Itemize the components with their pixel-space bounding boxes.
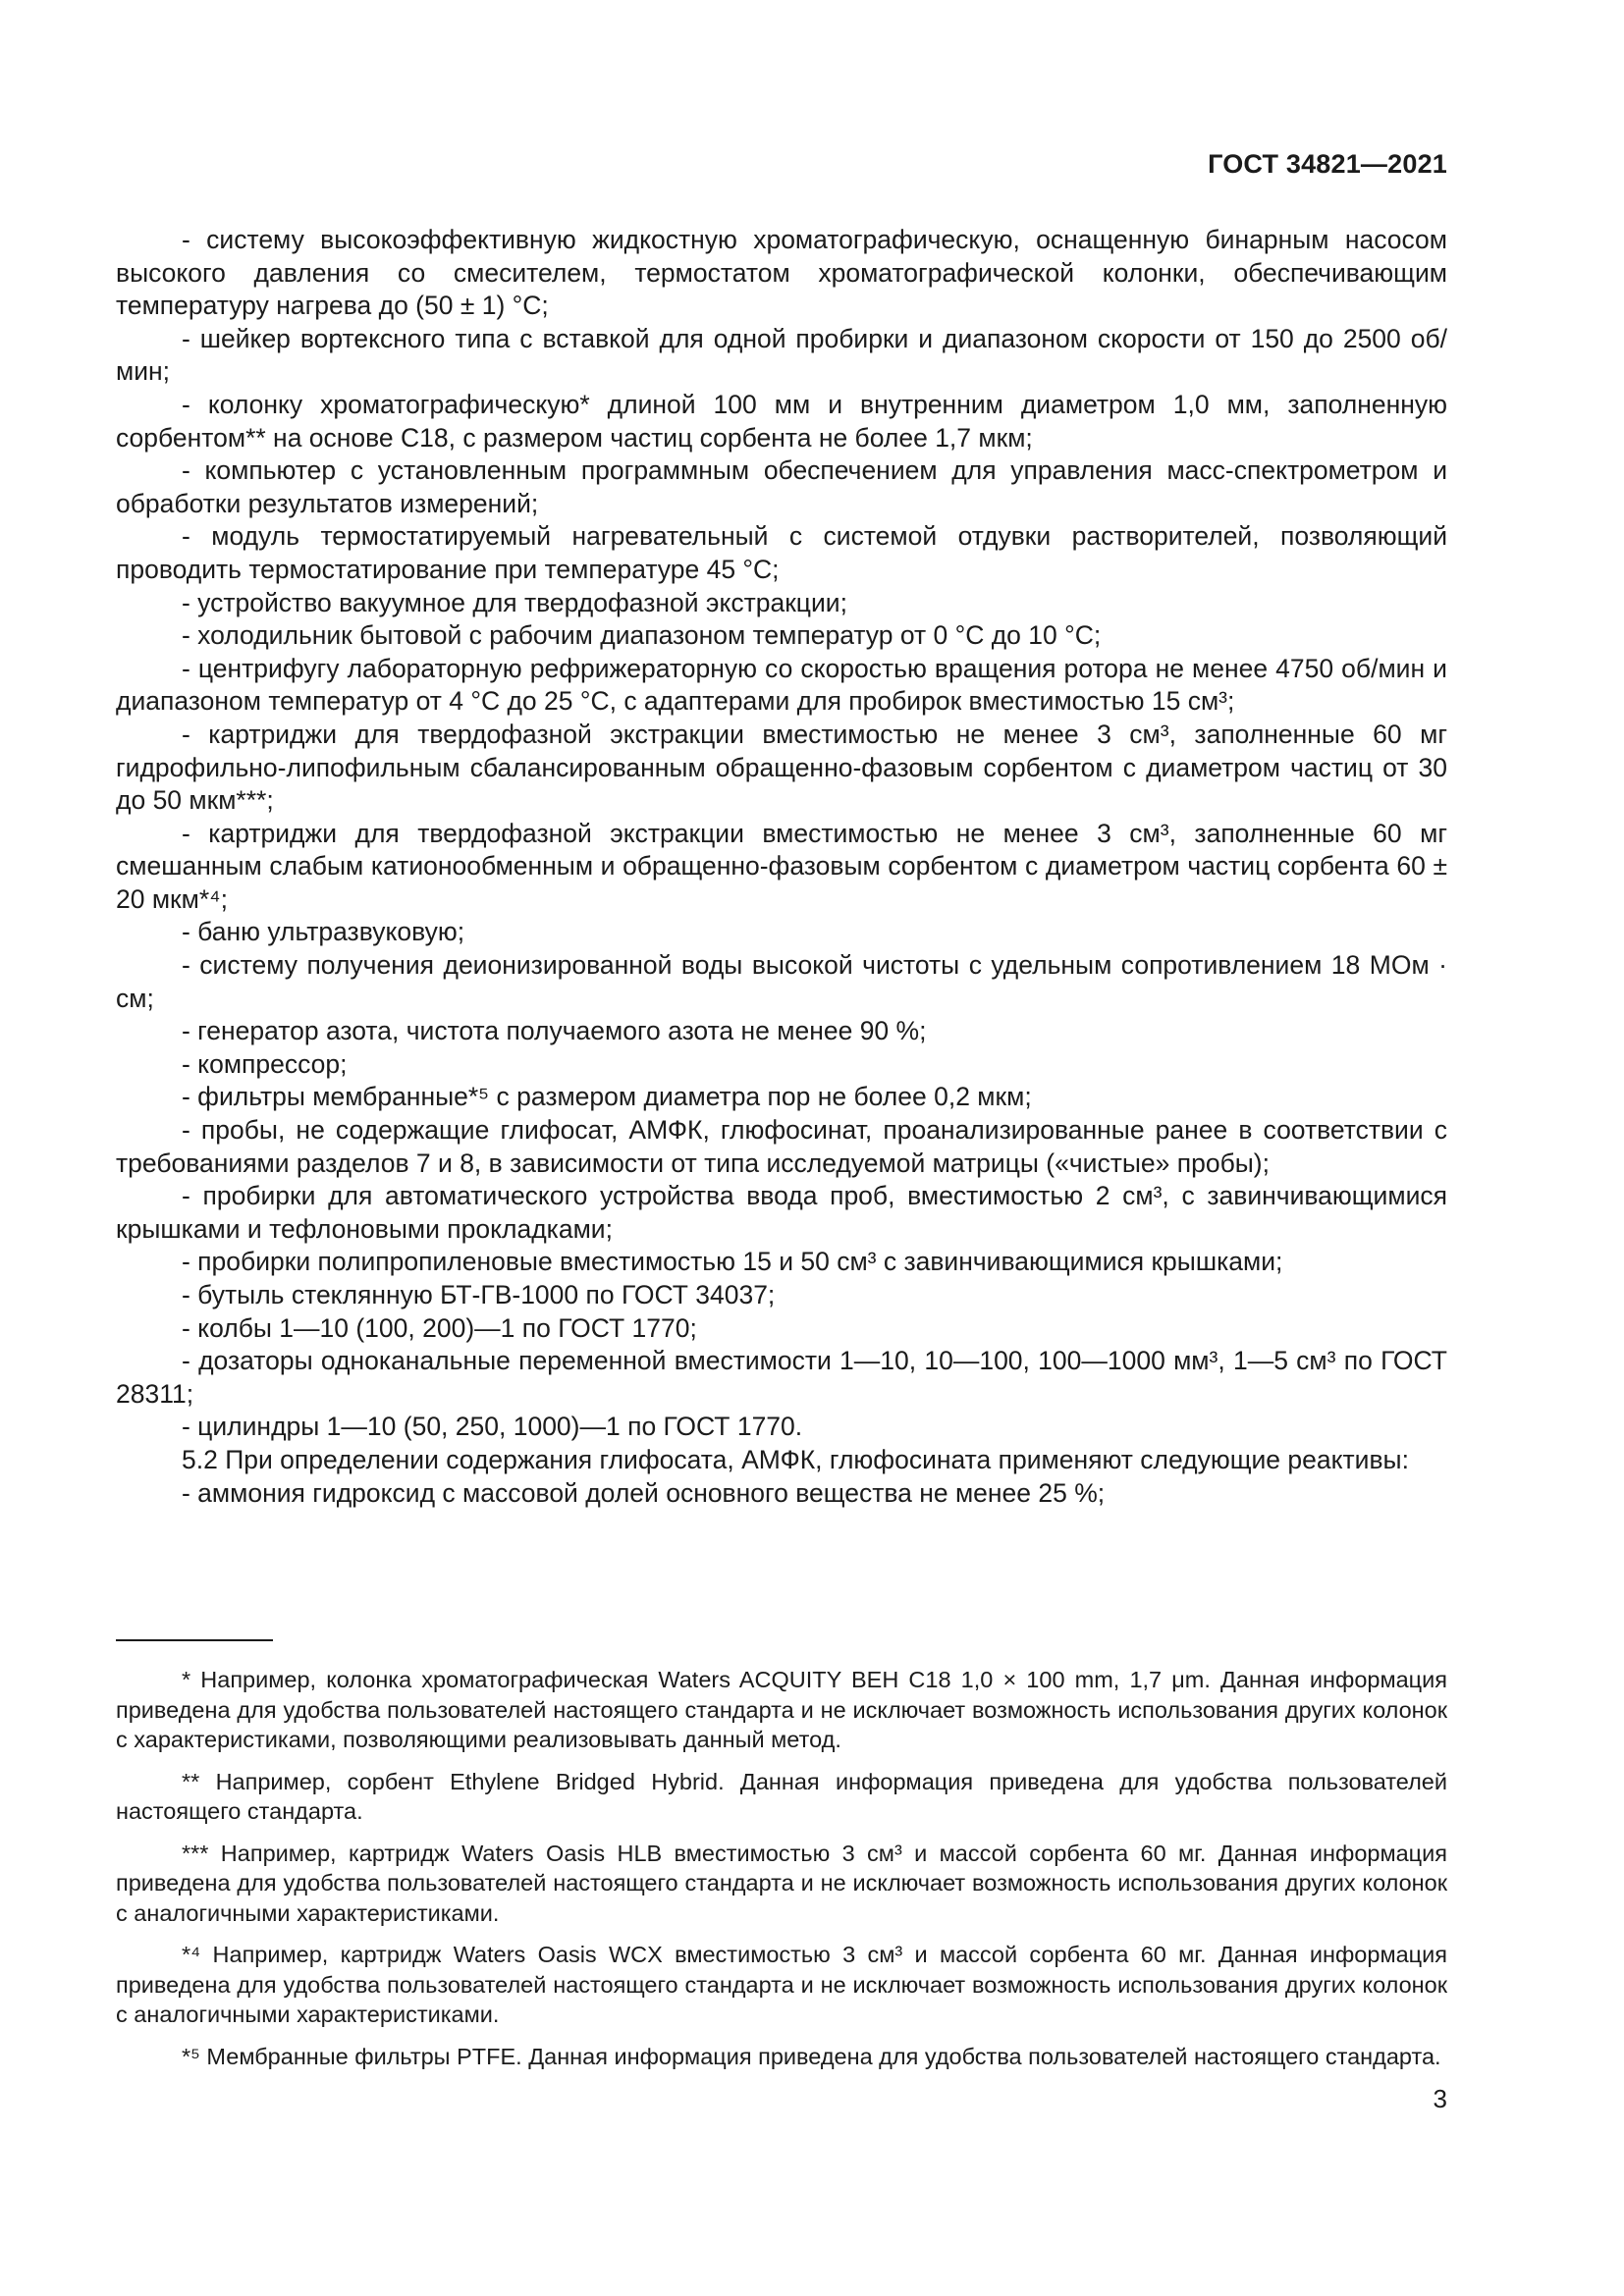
footnotes bbox=[116, 1665, 1447, 2083]
document-header: ГОСТ 34821—2021 bbox=[1208, 149, 1447, 179]
paragraph: - картриджи для твердофазной экстракции вместимостью не менее 3 см³, заполненные 60 мг смешанным слабым катионообменным и обращенно-фазовым сорбентом с диаметром частиц сорбента 60 ± 20 мкм*⁴; bbox=[116, 818, 1447, 914]
paragraph: - аммония гидроксид с массовой долей основного вещества не менее 25 %; bbox=[182, 1477, 1106, 1508]
paragraph: - колбы 1—10 (100, 200)—1 по ГОСТ 1770; bbox=[182, 1312, 697, 1343]
paragraph: - бутыль стеклянную БТ-ГВ-1000 по ГОСТ 34037; bbox=[182, 1280, 776, 1309]
paragraph: - цилиндры 1—10 (50, 250, 1000)—1 по ГОСТ 1770. bbox=[182, 1412, 803, 1442]
paragraph: - пробирки для автоматического устройства ввода проб, вместимостью 2 см³, с завинчивающимися крышками и тефлоновыми прокладками; bbox=[116, 1181, 1447, 1244]
paragraph: - баню ультразвуковую; bbox=[182, 917, 465, 947]
paragraph: - пробирки полипропиленовые вместимостью 15 и 50 см³ с завинчивающимися крышками; bbox=[182, 1247, 1283, 1277]
page-number: 3 bbox=[1433, 2084, 1447, 2113]
paragraph: - холодильник бытовой с рабочим диапазоном температур от 0 °С до 10 °С; bbox=[182, 620, 1102, 651]
paragraph: - дозаторы одноканальные переменной вместимости 1—10, 10—100, 100—1000 мм³, 1—5 см³ по ГОСТ 28311; bbox=[116, 1346, 1447, 1409]
paragraph: - фильтры мембранные*⁵ с размером диаметра пор не более 0,2 мкм; bbox=[182, 1082, 1032, 1112]
footnote: *** Например, картридж Waters Oasis HLB вместимостью 3 см³ и массой сорбента 60 мг. Данная информация приведена для удобства пользователей настоящего стандарта и не исключает возможность использования других колонок с аналогичными характеристиками. bbox=[116, 1840, 1447, 1926]
paragraph: - генератор азота, чистота получаемого азота не менее 90 %; bbox=[182, 1016, 927, 1046]
paragraph: - компрессор; bbox=[182, 1048, 348, 1079]
paragraph: 5.2 При определении содержания глифосата, АМФК, глюфосината применяют следующие реактивы: bbox=[182, 1444, 1409, 1474]
paragraph: - устройство вакуумное для твердофазной экстракции; bbox=[182, 587, 847, 617]
paragraph: - пробы, не содержащие глифосат, АМФК, глюфосинат, проанализированные ранее в соответствии с требованиями разделов 7 и 8, в зависимости от типа исследуемой матрицы («чистые» пробы); bbox=[116, 1115, 1447, 1178]
footnote: ** Например, сорбент Ethylene Bridged Hybrid. Данная информация приведена для удобства пользователей настоящего стандарта. bbox=[116, 1768, 1447, 1824]
body-text bbox=[116, 224, 1447, 1510]
paragraph: - систему высокоэффективную жидкостную хроматографическую, оснащенную бинарным насосом высокого давления со смесителем, термостатом хроматографической колонки, обеспечивающим температуру нагрева до (50 ± 1) °С; bbox=[116, 225, 1447, 321]
paragraph: - компьютер с установленным программным обеспечением для управления масс-спектрометром и обработки результатов измерений; bbox=[116, 455, 1447, 518]
paragraph: - шейкер вортексного типа с вставкой для одной пробирки и диапазоном скорости от 150 до 2500 об/мин; bbox=[116, 323, 1447, 387]
footnote: *⁴ Например, картридж Waters Oasis WCX вместимостью 3 см³ и массой сорбента 60 мг. Данная информация приведена для удобства пользователей настоящего стандарта и не исключает возможность использования других колонок с аналогичными характеристиками. bbox=[116, 1942, 1447, 2027]
footnote: *⁵ Мембранные фильтры PTFE. Данная информация приведена для удобства пользователей настоящего стандарта. bbox=[182, 2043, 1441, 2069]
paragraph: - центрифугу лабораторную рефрижераторную со скоростью вращения ротора не менее 4750 об/мин и диапазоном температур от 4 °С до 25 °С, с адаптерами для пробирок вместимостью 15 см³; bbox=[116, 653, 1447, 717]
footnote: * Например, колонка хроматографическая Waters ACQUITY BEH C18 1,0 × 100 mm, 1,7 μm. Данная информация приведена для удобства пользователей настоящего стандарта и не исключает возможность использования других колонок с характеристиками, позволяющими реализовывать данный метод. bbox=[116, 1667, 1447, 1752]
paragraph: - колонку хроматографическую* длиной 100 мм и внутренним диаметром 1,0 мм, заполненную сорбентом** на основе С18, с размером частиц сорбента не более 1,7 мкм; bbox=[116, 389, 1447, 453]
footnote-divider bbox=[116, 1639, 273, 1641]
paragraph: - модуль термостатируемый нагревательный с системой отдувки растворителей, позволяющий проводить термостатирование при температуре 45 °С; bbox=[116, 521, 1447, 584]
paragraph: - картриджи для твердофазной экстракции вместимостью не менее 3 см³, заполненные 60 мг гидрофильно-липофильным сбалансированным обращенно-фазовым сорбентом с диаметром частиц от 30 до 50 мкм***; bbox=[116, 719, 1447, 816]
paragraph: - систему получения деионизированной воды высокой чистоты с удельным сопротивлением 18 МОм · см; bbox=[116, 950, 1447, 1013]
